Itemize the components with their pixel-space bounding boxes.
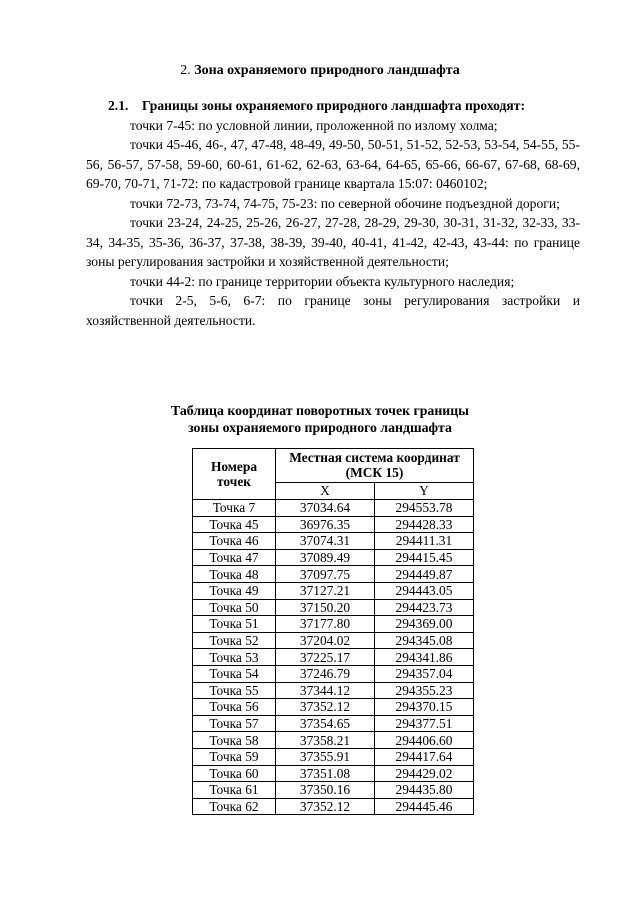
cell-y: 294345.08	[375, 632, 474, 649]
table-row	[193, 599, 474, 616]
table-row	[193, 500, 474, 517]
table-row	[193, 632, 474, 649]
cell-x: 37034.64	[276, 500, 375, 517]
table-row	[193, 516, 474, 533]
cell-x: 37351.08	[276, 765, 375, 782]
table-body	[193, 500, 474, 815]
section-heading	[0, 63, 640, 79]
cell-y: 294423.73	[375, 599, 474, 616]
cell-point: Точка 49	[193, 582, 276, 599]
cell-x: 37344.12	[276, 682, 375, 699]
cell-y: 294369.00	[375, 616, 474, 633]
paragraph: точки 45-46, 46-, 47, 47-48, 48-49, 49-50, 50-51, 51-52, 52-53, 53-54, 54-55, 55-56, 56-57, 57-58, 59-60, 60-61, 61-62, 62-63, 63-64, 64-65, 65-66, 66-67, 67-68, 68-69, 69-70, 70-71, 71-72: по кадастровой границе квартала 15:07: 0460102;	[86, 137, 580, 191]
cell-y: 294553.78	[375, 500, 474, 517]
table-row	[193, 765, 474, 782]
cell-x: 36976.35	[276, 516, 375, 533]
cell-x: 37354.65	[276, 715, 375, 732]
table-row	[193, 699, 474, 716]
paragraph: точки 44-2: по границе территории объекта культурного наследия;	[130, 273, 515, 289]
table-row	[193, 732, 474, 749]
cell-y: 294435.80	[375, 782, 474, 799]
cell-point: Точка 45	[193, 516, 276, 533]
cell-y: 294428.33	[375, 516, 474, 533]
cell-y: 294415.45	[375, 549, 474, 566]
cell-x: 37358.21	[276, 732, 375, 749]
cell-point: Точка 52	[193, 632, 276, 649]
table-caption	[0, 402, 640, 436]
cell-x: 37246.79	[276, 665, 375, 682]
cell-x: 37225.17	[276, 649, 375, 666]
paragraph: точки 2-5, 5-6, 6-7: по границе зоны регулирования застройки и хозяйственной деятельности.	[86, 293, 580, 328]
cell-x: 37352.12	[276, 798, 375, 815]
table-row	[193, 549, 474, 566]
cell-y: 294355.23	[375, 682, 474, 699]
table-row	[193, 582, 474, 599]
cell-point: Точка 57	[193, 715, 276, 732]
cell-point: Точка 48	[193, 566, 276, 583]
table-row	[193, 798, 474, 815]
table-row	[193, 566, 474, 583]
cell-point: Точка 56	[193, 699, 276, 716]
cell-point: Точка 51	[193, 616, 276, 633]
table-row	[193, 616, 474, 633]
subsection-title: Границы зоны охраняемого природного ландшафта проходят:	[142, 98, 525, 113]
cell-y: 294429.02	[375, 765, 474, 782]
table-row	[193, 533, 474, 550]
cell-y: 294411.31	[375, 533, 474, 550]
cell-y: 294341.86	[375, 649, 474, 666]
cell-y: 294449.87	[375, 566, 474, 583]
cell-x: 37350.16	[276, 782, 375, 799]
cell-y: 294443.05	[375, 582, 474, 599]
table-row	[193, 649, 474, 666]
cell-point: Точка 46	[193, 533, 276, 550]
cell-y: 294377.51	[375, 715, 474, 732]
paragraph: точки 72-73, 73-74, 74-75, 75-23: по северной обочине подъездной дороги;	[130, 195, 560, 211]
cell-y: 294445.46	[375, 798, 474, 815]
cell-x: 37097.75	[276, 566, 375, 583]
header-x: X	[276, 482, 375, 499]
cell-x: 37204.02	[276, 632, 375, 649]
table-row	[193, 715, 474, 732]
cell-y: 294417.64	[375, 748, 474, 765]
table-caption-line-1: Таблица координат поворотных точек границы	[171, 403, 469, 418]
cell-x: 37089.49	[276, 549, 375, 566]
table-row	[193, 665, 474, 682]
paragraph: точки 23-24, 24-25, 25-26, 26-27, 27-28, 28-29, 29-30, 30-31, 31-32, 32-33, 33-34, 34-35, 35-36, 36-37, 37-38, 38-39, 39-40, 40-41, 41-42, 42-43, 43-44: по границе зоны регулирования застройки и хозяйственной деятельности;	[86, 215, 580, 269]
cell-y: 294357.04	[375, 665, 474, 682]
cell-x: 37127.21	[276, 582, 375, 599]
coordinates-table	[192, 448, 474, 815]
subsection-heading	[86, 96, 580, 116]
header-points: Номера точек	[193, 449, 276, 500]
document-body	[86, 96, 580, 330]
cell-point: Точка 59	[193, 748, 276, 765]
cell-y: 294370.15	[375, 699, 474, 716]
table-row	[193, 748, 474, 765]
cell-point: Точка 47	[193, 549, 276, 566]
cell-y: 294406.60	[375, 732, 474, 749]
table-row	[193, 682, 474, 699]
cell-point: Точка 58	[193, 732, 276, 749]
header-coordinate-system: Местная система координат (МСК 15)	[276, 449, 474, 483]
cell-point: Точка 55	[193, 682, 276, 699]
cell-point: Точка 62	[193, 798, 276, 815]
cell-point: Точка 53	[193, 649, 276, 666]
cell-point: Точка 60	[193, 765, 276, 782]
table-row	[193, 782, 474, 799]
cell-point: Точка 7	[193, 500, 276, 517]
paragraph: точки 7-45: по условной линии, проложенной по излому холма;	[130, 117, 498, 133]
cell-point: Точка 50	[193, 599, 276, 616]
section-title: Зона охраняемого природного ландшафта	[194, 63, 460, 78]
table-caption-line-2: зоны охраняемого природного ландшафта	[188, 420, 452, 435]
cell-x: 37352.12	[276, 699, 375, 716]
subsection-number: 2.1.	[108, 98, 129, 113]
cell-point: Точка 54	[193, 665, 276, 682]
header-y: Y	[375, 482, 474, 499]
cell-x: 37355.91	[276, 748, 375, 765]
cell-x: 37150.20	[276, 599, 375, 616]
section-number: 2.	[180, 63, 191, 78]
cell-x: 37074.31	[276, 533, 375, 550]
cell-x: 37177.80	[276, 616, 375, 633]
cell-point: Точка 61	[193, 782, 276, 799]
